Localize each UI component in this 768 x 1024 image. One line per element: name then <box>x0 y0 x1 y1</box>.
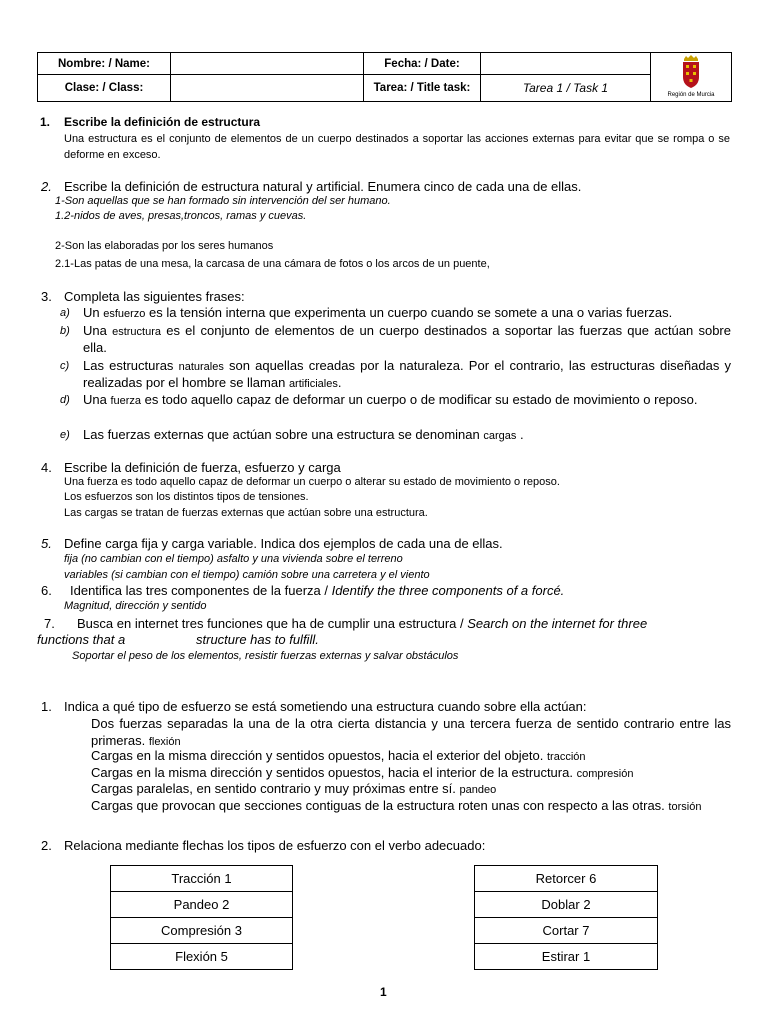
right-verb-item[interactable]: Retorcer 6 <box>475 866 657 892</box>
date-label: Fecha: / Date: <box>364 53 481 75</box>
region-murcia-crest-icon <box>671 55 711 89</box>
q2-title: Escribe la definición de estructura natural y artificial. Enumera cinco de cada una de ellas. <box>64 179 582 194</box>
q7-number: 7. <box>44 616 55 631</box>
q4-title: Escribe la definición de fuerza, esfuerzo y carga <box>64 460 341 475</box>
q2-answer-2: 1.2-nidos de aves, presas,troncos, ramas y cuevas. <box>55 210 307 222</box>
left-stress-item[interactable]: Flexión 5 <box>111 944 292 970</box>
q7-answer: Soportar el peso de los elementos, resistir fuerzas externas y salvar obstáculos <box>72 650 459 662</box>
q6-number: 6. <box>41 583 52 598</box>
q3-item-b-letter: b) <box>60 325 70 337</box>
q3-item-e: Las fuerzas externas que actúan sobre una estructura se denominan cargas . <box>83 427 524 442</box>
q2-number: 2. <box>41 179 52 194</box>
q4-answer-3: Las cargas se tratan de fuerzas externas que actúan sobre una estructura. <box>64 507 428 519</box>
q6-title: Identifica las tres componentes de la fuerza / Identify the three components of a forcé. <box>70 583 565 598</box>
q3-item-b: Una estructura es el conjunto de elementos de un cuerpo destinados a soportar las fuerzas que actúan sobre ella. <box>83 323 731 355</box>
p2q1-item-5-answer: torsión <box>668 801 702 813</box>
q3-item-e-fill: cargas <box>483 430 517 442</box>
p2q1-item-1: Dos fuerzas separadas la una de la otra cierta distancia y una tercera fuerza de sentido contrario entre las primeras. flexión <box>91 716 731 748</box>
right-verb-item[interactable]: Cortar 7 <box>475 918 657 944</box>
q5-answer-1: fija (no cambian con el tiempo) asfalto y una vivienda sobre el terreno <box>64 553 403 565</box>
task-value: Tarea 1 / Task 1 <box>481 75 651 102</box>
p2q1-item-1-answer: flexión <box>148 736 181 748</box>
q3-item-c-letter: c) <box>60 360 70 372</box>
header-table <box>37 52 732 102</box>
date-field[interactable] <box>481 53 651 75</box>
q2-answer-1: 1-Son aquellas que se han formado sin intervención del ser humano. <box>55 195 391 207</box>
right-verb-list <box>474 865 658 970</box>
q5-answer-2: variables (si cambian con el tiempo) camión sobre una carretera y el viento <box>64 569 430 581</box>
q4-answer-1: Una fuerza es todo aquello capaz de deformar un cuerpo o alterar su estado de movimiento o reposo. <box>64 476 560 488</box>
q3-item-a: Un esfuerzo es la tensión interna que experimenta un cuerpo cuando se somete a una o varias fuerzas. <box>83 305 673 320</box>
q4-answer-2: Los esfuerzos son los distintos tipos de tensiones. <box>64 491 309 503</box>
q6-title-en: Identify the three components of a forcé. <box>331 583 565 598</box>
p2q2-title: Relaciona mediante flechas los tipos de esfuerzo con el verbo adecuado: <box>64 838 486 853</box>
q5-title: Define carga fija y carga variable. Indica dos ejemplos de cada una de ellas. <box>64 536 503 551</box>
q3-item-d-fill: fuerza <box>110 395 142 407</box>
logo-cell <box>651 53 732 102</box>
q3-item-e-letter: e) <box>60 429 70 441</box>
task-label: Tarea: / Title task: <box>364 75 481 102</box>
p2q1-title: Indica a qué tipo de esfuerzo se está sometiendo una estructura cuando sobre ella actúan: <box>64 699 587 714</box>
p2q1-item-4: Cargas paralelas, en sentido contrario y muy próximas entre sí. pandeo <box>91 781 497 796</box>
q7-title-line2a: functions that a <box>37 632 126 647</box>
name-field[interactable] <box>171 53 364 75</box>
logo-text: Región de Murcia <box>667 92 715 98</box>
q1-answer: Una estructura es el conjunto de elementos de un cuerpo destinados a soportar las acciones externas para evitar que se rompa o se deforme en exceso. <box>64 133 730 161</box>
q3-title: Completa las siguientes frases: <box>64 289 245 304</box>
p2q1-item-5: Cargas que provocan que secciones contiguas de la estructura roten unas con respecto a las otras. torsión <box>91 798 702 813</box>
left-stress-item[interactable]: Compresión 3 <box>111 918 292 944</box>
q2-answer-4: 2.1-Las patas de una mesa, la carcasa de una cámara de fotos o los arcos de un puente, <box>55 258 490 270</box>
q4-number: 4. <box>41 460 52 475</box>
p2q1-item-4-answer: pandeo <box>459 784 497 796</box>
p2q1-item-3: Cargas en la misma dirección y sentidos opuestos, hacia el interior de la estructura. compresión <box>91 765 634 780</box>
left-stress-item[interactable]: Pandeo 2 <box>111 892 292 918</box>
q2-answer-3: 2-Son las elaboradas por los seres humanos <box>55 240 274 252</box>
q6-answer: Magnitud, dirección y sentido <box>64 600 207 612</box>
q3-item-a-fill: esfuerzo <box>103 308 146 320</box>
page-number: 1 <box>380 985 387 999</box>
q3-item-b-fill: estructura <box>112 326 161 338</box>
q3-item-c: Las estructuras naturales son aquellas creadas por la naturaleza. Por el contrario, las estructuras diseñadas y realizadas por el hombre se llaman artificiales. <box>83 358 731 390</box>
p2q1-item-2: Cargas en la misma dirección y sentidos opuestos, hacia el exterior del objeto. tracción <box>91 748 586 763</box>
p2q2-number: 2. <box>41 838 52 853</box>
left-stress-item[interactable]: Tracción 1 <box>111 866 292 892</box>
p2q1-item-2-answer: tracción <box>546 751 586 763</box>
q7-title: Busca en internet tres funciones que ha de cumplir una estructura / Search on the internet for three <box>77 616 648 631</box>
class-field[interactable] <box>171 75 364 102</box>
class-label: Clase: / Class: <box>38 75 171 102</box>
p2q1-item-3-answer: compresión <box>576 768 634 780</box>
name-label: Nombre: / Name: <box>38 53 171 75</box>
q5-number: 5. <box>41 536 52 551</box>
q3-number: 3. <box>41 289 52 304</box>
q3-item-c-fill: naturales <box>178 361 224 373</box>
right-verb-item[interactable]: Doblar 2 <box>475 892 657 918</box>
q7-title-line2b: structure has to fulfill. <box>196 632 319 647</box>
q3-item-d-letter: d) <box>60 394 70 406</box>
q3-item-d: Una fuerza es todo aquello capaz de deformar un cuerpo o de modificar su estado de movimiento o reposo. <box>83 392 698 407</box>
p2q1-number: 1. <box>41 699 52 714</box>
q3-item-c-fill2: artificiales <box>288 378 338 390</box>
left-stress-list <box>110 865 293 970</box>
right-verb-item[interactable]: Estirar 1 <box>475 944 657 970</box>
q3-item-a-letter: a) <box>60 307 70 319</box>
q7-title-en: Search on the internet for three <box>467 616 648 631</box>
q1-title: Escribe la definición de estructura <box>64 115 261 129</box>
q1-number: 1. <box>40 115 51 129</box>
